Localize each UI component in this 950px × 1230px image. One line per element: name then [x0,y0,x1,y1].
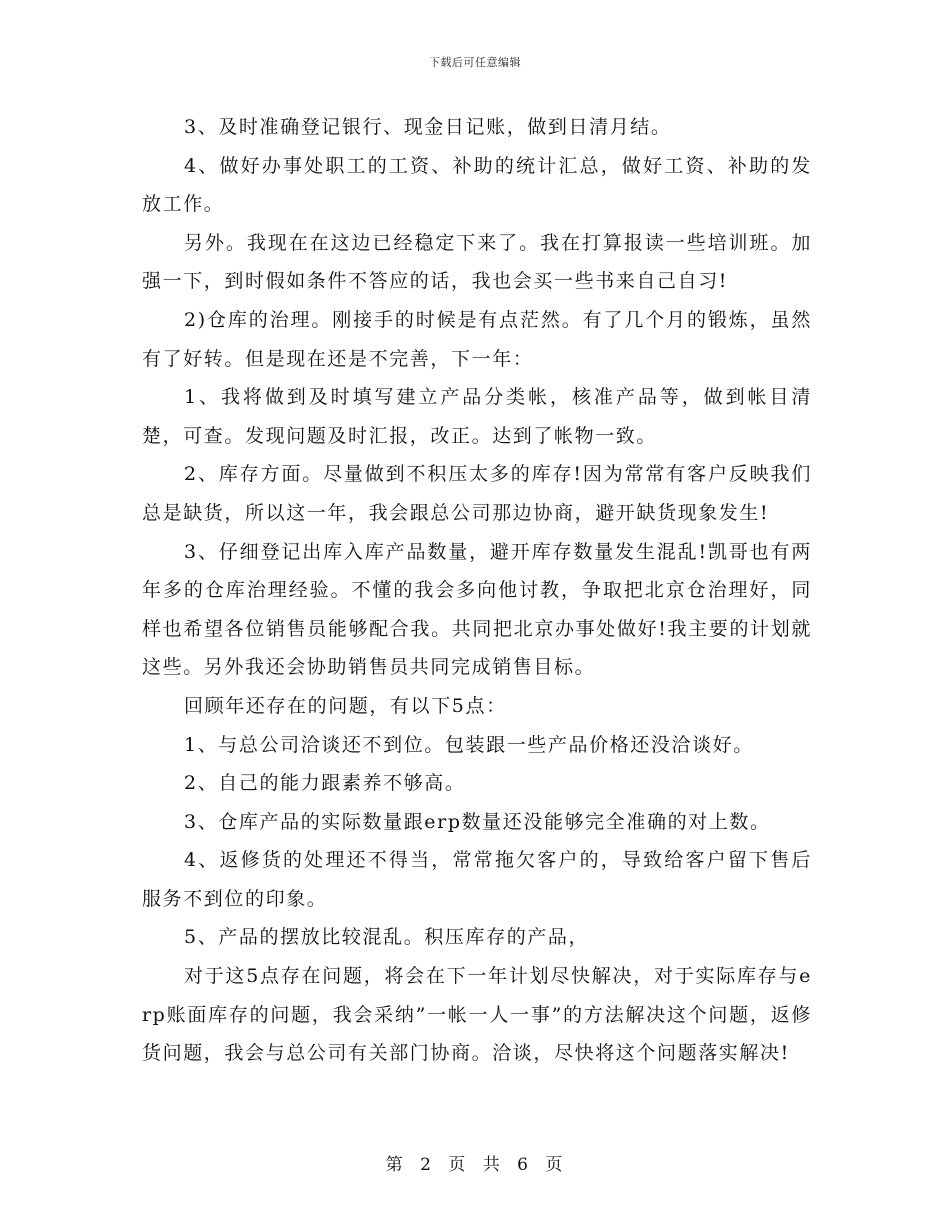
page-number: 第 2 页 共 6 页 [385,1155,565,1175]
paragraph: 4、做好办事处职工的工资、补助的统计汇总，做好工资、补助的发放工作。 [142,154,812,216]
paragraph: 对于这5点存在问题，将会在下一年计划尽快解决，对于实际库存与erp账面库存的问题，我会采纳”一帐一人一事”的方法解决这个问题，返修货问题，我会与总公司有关部门协商。洽谈，尽快将这个问题落实解决! [142,965,812,1065]
paragraph: 2、自己的能力跟素养不够高。 [184,772,466,795]
paragraph: 另外。我现在在这边已经稳定下来了。我在打算报读一些培训班。加强一下，到时假如条件不答应的话，我也会买一些书来自己自习! [142,231,812,293]
paragraph: 5、产品的摆放比较混乱。积压库存的产品， [184,926,590,949]
paragraph: 3、仔细登记出库入库产品数量，避开库存数量发生混乱!凯哥也有两年多的仓库治理经验。不懂的我会多向他讨教，争取把北京仓治理好，同样也希望各位销售员能够配合我。共同把北京办事处做好!我主要的计划就这些。另外我还会协助销售员共同完成销售目标。 [142,540,812,679]
paragraph: 2)仓库的治理。刚接手的时候是有点茫然。有了几个月的锻炼，虽然有了好转。但是现在还是不完善，下一年： [142,308,812,370]
paragraph: 2、库存方面。尽量做到不积压太多的库存!因为常常有客户反映我们总是缺货，所以这一年，我会跟总公司那边协商，避开缺货现象发生! [142,463,812,524]
paragraph: 4、返修货的处理还不得当，常常拖欠客户的，导致给客户留下售后服务不到位的印象。 [142,849,812,910]
paragraph: 1、我将做到及时填写建立产品分类帐，核准产品等，做到帐目清楚，可查。发现问题及时汇报，改正。达到了帐物一致。 [142,386,812,447]
paragraph: 3、及时准确登记银行、现金日记账，做到日清月结。 [184,116,672,138]
paragraph: 3、仓库产品的实际数量跟erp数量还没能够完全准确的对上数。 [184,810,771,833]
paragraph: 回顾年还存在的问题，有以下5点： [184,694,507,717]
document-body [142,108,812,1073]
header-note: 下载后可任意编辑 [429,56,521,69]
paragraph: 1、与总公司洽谈还不到位。包装跟一些产品价格还没洽谈好。 [184,733,754,756]
